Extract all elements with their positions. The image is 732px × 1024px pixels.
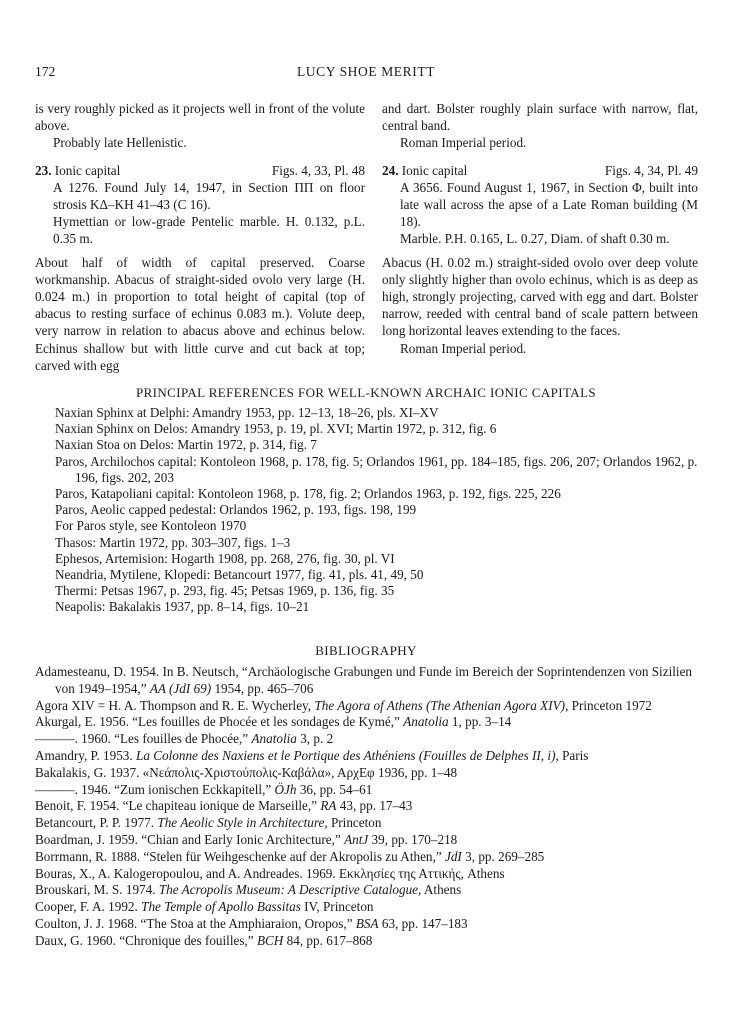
bibliography-title-italic: The Temple of Apollo Bassitas xyxy=(141,899,301,915)
bibliography-entry xyxy=(35,714,702,731)
bibliography-post-text: , Paris xyxy=(555,747,589,763)
bibliography-pre-text: Akurgal, E. 1956. “Les fouilles de Phocée et les sondages de Kymé,” xyxy=(35,714,404,730)
bibliography-entry xyxy=(35,866,702,883)
bibliography-pre-text: ———. 1946. “Zum ionischen Eckkapitell,” xyxy=(35,781,275,797)
bibliography-entry xyxy=(35,899,702,916)
figure-references: Figs. 4, 34, Pl. 49 xyxy=(604,162,698,178)
reference-entry: Thasos: Martin 1972, pp. 303–307, figs. 1–3 xyxy=(55,534,291,550)
catalogue-entry-heading xyxy=(35,162,365,179)
bibliography-pre-text: Boardman, J. 1959. “Chian and Early Ionic Architecture,” xyxy=(35,831,345,847)
bibliography-entry xyxy=(35,731,702,748)
references-list xyxy=(35,405,702,616)
bibliography-title-italic: AA (JdI 69) xyxy=(149,680,212,696)
date-note: Probably late Hellenistic. xyxy=(53,135,187,151)
bibliography-pre-text: Brouskari, M. S. 1974. xyxy=(35,882,159,898)
running-header xyxy=(35,64,697,84)
catalogue-number: 24. xyxy=(382,162,399,178)
reference-entry: Ephesos, Artemision: Hogarth 1908, pp. 268, 276, fig. 30, pl. VI xyxy=(55,550,395,566)
bibliography-entry xyxy=(35,933,702,950)
bibliography-post-text: 43, pp. 17–43 xyxy=(336,798,413,814)
bibliography-post-text: 63, pp. 147–183 xyxy=(378,915,468,931)
bibliography-title-italic: Anatolia xyxy=(251,731,297,747)
bibliography-post-text: 1954, pp. 465–706 xyxy=(211,680,314,696)
date-note: Roman Imperial period. xyxy=(400,340,527,356)
bibliography-post-text: , Princeton xyxy=(324,815,382,831)
bibliography-post-text: , Athens xyxy=(418,882,462,898)
bibliography-post-text: , Princeton 1972 xyxy=(565,697,652,713)
bibliography-pre-text: Borrmann, R. 1888. “Stelen für Weihgeschenke auf der Akropolis zu Athen,” xyxy=(35,848,445,864)
date-note: Roman Imperial period. xyxy=(400,135,527,151)
bibliography-title-italic: BCH xyxy=(256,932,284,948)
bibliography-post-text: 36, pp. 54–61 xyxy=(296,781,373,797)
reference-entry: Paros, Aeolic capped pedestal: Orlandos 1962, p. 193, figs. 198, 199 xyxy=(55,502,417,518)
references-heading: PRINCIPAL REFERENCES FOR WELL-KNOWN ARCHAIC IONIC CAPITALS xyxy=(135,385,597,400)
bibliography-post-text: 39, pp. 170–218 xyxy=(368,831,458,847)
catalogue-title: Ionic capital xyxy=(401,162,468,178)
bibliography-entry xyxy=(35,765,702,782)
bibliography-pre-text: Amandry, P. 1953. xyxy=(35,747,136,763)
bibliography-title-italic: La Colonne des Naxiens et le Portique des Athéniens (Fouilles de Delphes II, i) xyxy=(135,747,556,763)
bibliography-title-italic: Anatolia xyxy=(403,714,449,730)
continued-text: and dart. Bolster roughly plain surface with narrow, flat, central band. xyxy=(382,101,698,134)
reference-entry: Naxian Sphinx at Delphi: Amandry 1953, pp. 12–13, 18–26, pls. XI–XV xyxy=(55,405,439,420)
material-info: Marble. P.H. 0.165, L. 0.27, Diam. of shaft 0.30 m. xyxy=(400,231,670,247)
bibliography-entry xyxy=(35,815,702,832)
bibliography-entry xyxy=(35,916,702,933)
bibliography-title-italic: BSA xyxy=(355,915,379,931)
bibliography-pre-text: ———. 1960. “Les fouilles de Phocée,” xyxy=(35,731,252,747)
page-number: 172 xyxy=(35,64,56,79)
bibliography-entry xyxy=(35,782,702,799)
reference-entry: Paros, Archilochos capital: Kontoleon 1968, p. 178, fig. 5; Orlandos 1961, pp. 184–185, figs. 206, 207; Orlandos 1962, p. 196, figs. 202, 203 xyxy=(55,453,698,485)
bibliography-post-text: 3, pp. 269–285 xyxy=(461,848,545,864)
running-title: LUCY SHOE MERITT xyxy=(296,64,436,79)
bibliography-list xyxy=(35,664,702,950)
reference-entry: Neapolis: Bakalakis 1937, pp. 8–14, figs. 10–21 xyxy=(55,599,310,615)
bibliography-entry xyxy=(35,698,702,715)
bibliography-pre-text: Agora XIV = H. A. Thompson and R. E. Wycherley, xyxy=(35,697,315,713)
bibliography-pre-text: Betancourt, P. P. 1977. xyxy=(35,815,158,831)
bibliography-entry xyxy=(35,748,702,765)
find-info: A 1276. Found July 14, 1947, in Section ΠΠ on floor strosis ΚΔ–ΚΗ 41–43 (C 16). xyxy=(53,179,365,213)
catalogue-entry-heading xyxy=(382,162,698,179)
bibliography-entry xyxy=(35,798,702,815)
bibliography-title-italic: The Aeolic Style in Architecture xyxy=(157,815,325,831)
bibliography-title-italic: The Acropolis Museum: A Descriptive Catalogue xyxy=(158,882,419,898)
bibliography-title-italic: JdI xyxy=(444,848,462,864)
bibliography-entry xyxy=(35,882,702,899)
continued-text: is very roughly picked as it projects well in front of the volute above. xyxy=(35,101,365,134)
bibliography-entry xyxy=(35,849,702,866)
bibliography-pre-text: Bakalakis, G. 1937. «Νεάπολις-Χριστούπολις-Καβάλα», ΑρχΕφ 1936, pp. 1–48 xyxy=(35,764,458,780)
right-column xyxy=(382,100,698,357)
bibliography-title-italic: AntJ xyxy=(344,831,369,847)
bibliography-post-text: IV, Princeton xyxy=(300,899,374,915)
bibliography-post-text: 1, pp. 3–14 xyxy=(448,714,512,730)
bibliography-title-italic: RA xyxy=(320,798,337,814)
bibliography-pre-text: Adamesteanu, D. 1954. In B. Neutsch, “Archäologische Grabungen und Funde im Bereich der Soprintendenzen von Sizilien von 1949–1954,” xyxy=(35,664,693,696)
reference-entry: Neandria, Mytilene, Klopedi: Betancourt 1977, fig. 41, pls. 41, 49, 50 xyxy=(55,567,424,583)
bibliography-pre-text: Cooper, F. A. 1992. xyxy=(35,899,142,915)
catalogue-number: 23. xyxy=(35,162,52,178)
bibliography-post-text: 84, pp. 617–868 xyxy=(283,932,373,948)
left-column xyxy=(35,100,365,374)
bibliography-pre-text: Benoit, F. 1954. “Le chapiteau ionique de Marseille,” xyxy=(35,798,321,814)
reference-entry: Paros, Katapoliani capital: Kontoleon 1968, p. 178, fig. 2; Orlandos 1963, p. 192, figs. 225, 226 xyxy=(55,486,561,502)
catalogue-title: Ionic capital xyxy=(54,162,121,178)
bibliography-title-italic: ÖJh xyxy=(274,781,297,797)
bibliography-pre-text: Daux, G. 1960. “Chronique des fouilles,” xyxy=(35,932,257,948)
bibliography-post-text: 3, p. 2 xyxy=(296,731,334,747)
material-info: Hymettian or low-grade Pentelic marble. H. 0.132, p.L. 0.35 m. xyxy=(53,214,365,247)
bibliography-entry xyxy=(35,832,702,849)
bibliography-title-italic: The Agora of Athens (The Athenian Agora XIV) xyxy=(314,697,566,713)
reference-entry: Naxian Stoa on Delos: Martin 1972, p. 314, fig. 7 xyxy=(55,437,317,453)
bibliography-entry xyxy=(35,664,702,698)
reference-entry: Thermi: Petsas 1967, p. 293, fig. 45; Petsas 1969, p. 136, fig. 35 xyxy=(55,583,395,599)
reference-entry: For Paros style, see Kontoleon 1970 xyxy=(55,518,247,534)
bibliography-heading: BIBLIOGRAPHY xyxy=(315,643,417,658)
figure-references: Figs. 4, 33, Pl. 48 xyxy=(271,162,365,178)
bibliography-pre-text: Coulton, J. J. 1968. “The Stoa at the Amphiaraion, Oropos,” xyxy=(35,915,356,931)
description: About half of width of capital preserved. Coarse workmanship. Abacus of straight-sided ovolo very large (H. 0.024 m.) in proportion to total height of capital (top of abacus to resting surface of echinus 0.083 m.). Volute deep, very narrow in relation to abacus above and echinus below. Echinus shallow but with little curve and cut back at top; carved with egg xyxy=(35,254,365,373)
bibliography-pre-text: Bouras, X., A. Kalogeropoulou, and A. Andreades. 1969. Εκκλησίες της Αττικής, Athens xyxy=(35,865,505,881)
find-info: A 3656. Found August 1, 1967, in Section Φ, built into late wall across the apse of a Late Roman building (M 18). xyxy=(400,179,698,230)
description: Abacus (H. 0.02 m.) straight-sided ovolo over deep volute only slightly higher than ovolo echinus, which is as deep as high, strongly projecting, carved with egg and dart. Bolster narrow, reeded with central band of scale pattern between long horizontal leaves extending to the faces. xyxy=(382,254,698,339)
reference-entry: Naxian Sphinx on Delos: Amandry 1953, p. 19, pl. XVI; Martin 1972, p. 312, fig. 6 xyxy=(55,421,497,437)
